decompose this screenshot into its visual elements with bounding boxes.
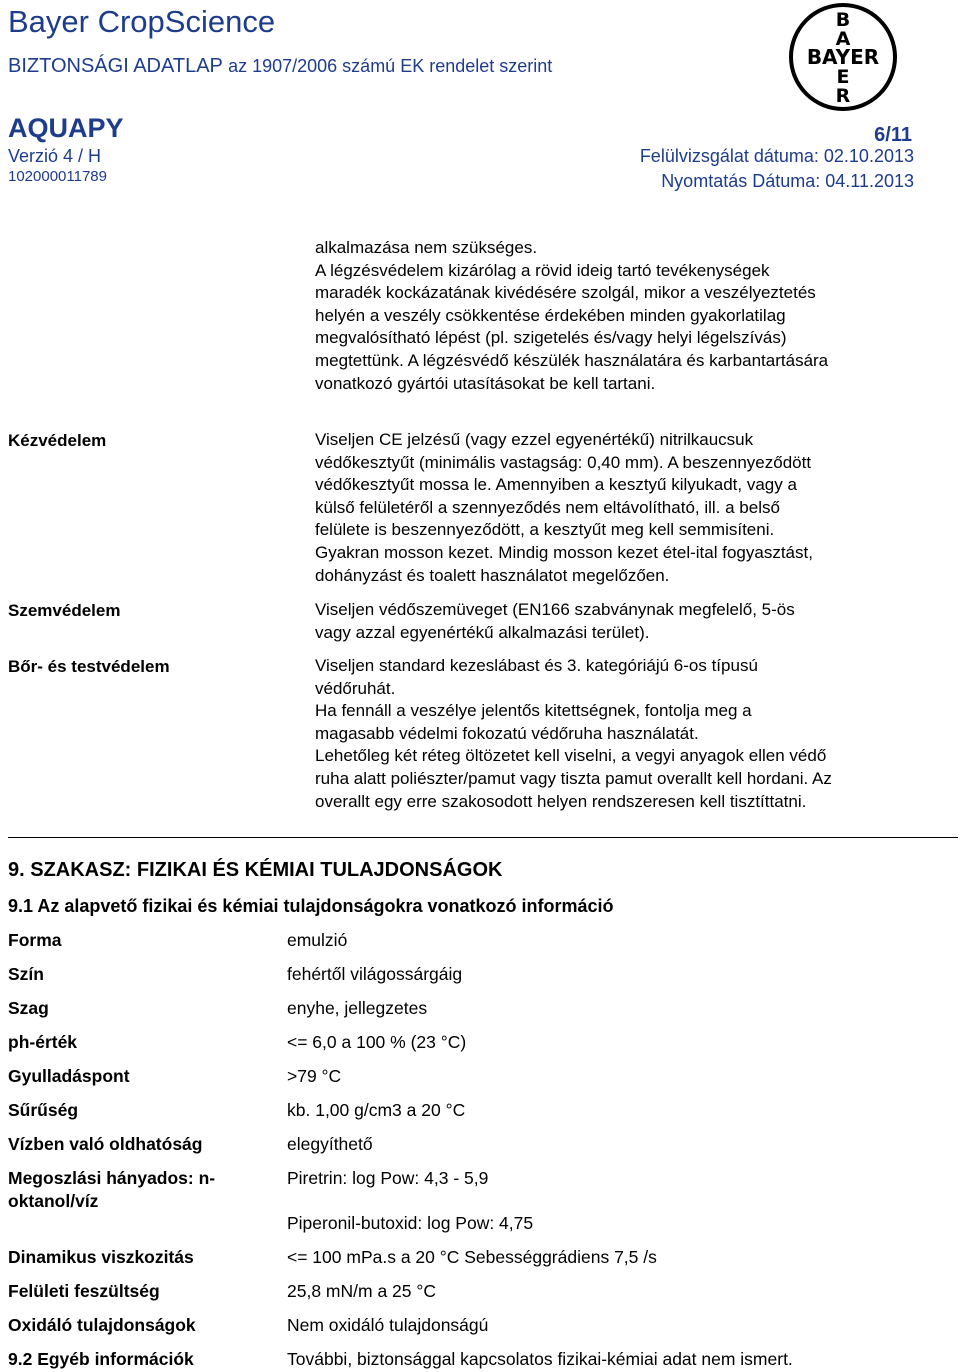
property-value-other-info: További, biztonsággal kapcsolatos fizikai-kémiai adat nem ismert. <box>287 1349 793 1369</box>
label-line: Megoszlási hányados: n- <box>8 1168 216 1188</box>
text-line: védőkesztyűt (minimális vastagság: 0,40 mm). A beszennyeződött <box>315 452 812 472</box>
property-label-odor: Szag <box>8 998 49 1018</box>
product-name: AQUAPY <box>8 113 124 143</box>
property-label-other-info: 9.2 Egyéb információk <box>8 1349 194 1369</box>
hand-protection-text <box>315 429 935 587</box>
text-line: Gyakran mosson kezet. Mindig mosson kezet étel-ital fogyasztást, <box>315 542 813 562</box>
text-line: overallt egy erre szakosodott helyen rendszeresen kell tisztíttatni. <box>315 791 807 811</box>
eye-protection-text <box>315 599 935 644</box>
sds-title-main: BIZTONSÁGI ADATLAP <box>8 55 223 77</box>
text-line: Ha fennáll a veszélye jelentős kitettségnek, fontolja meg a <box>315 701 752 721</box>
text-line: vagy azzal egyenértékű alkalmazási terület). <box>315 622 650 642</box>
revision-date: Felülvizsgálat dátuma: 02.10.2013 <box>639 146 914 166</box>
text-line: Viseljen CE jelzésű (vagy ezzel egyenértékű) nitrilkaucsuk <box>315 430 754 449</box>
sds-title <box>8 55 552 78</box>
property-label-ph: ph-érték <box>8 1032 78 1052</box>
property-label-form: Forma <box>8 930 62 950</box>
text-line: védőruhát. <box>315 678 396 698</box>
property-label-color: Szín <box>8 964 44 984</box>
text-line: alkalmazása nem szükséges. <box>315 238 538 257</box>
respiratory-protection-text <box>315 237 935 395</box>
section-9-1-subtitle: 9.1 Az alapvető fizikai és kémiai tulajdonságokra vonatkozó információ <box>8 896 614 916</box>
text-line: külső felületéről a szennyeződés nem eltávolítható, ill. a belső <box>315 497 780 517</box>
property-label-flash-point: Gyulladáspont <box>8 1066 130 1086</box>
text-line: Viseljen standard kezeslábast és 3. kategóriájú 6-os típusú <box>315 656 758 675</box>
property-value-flash-point: >79 °C <box>287 1066 342 1086</box>
property-value-oxidizing: Nem oxidáló tulajdonságú <box>287 1315 489 1335</box>
text-line: dohányzást és toalett használatot megelőzően. <box>315 565 670 585</box>
property-value-form: emulzió <box>287 930 348 950</box>
print-date: Nyomtatás Dátuma: 04.11.2013 <box>661 171 914 191</box>
label-line: oktanol/víz <box>8 1191 99 1211</box>
property-label-oxidizing: Oxidáló tulajdonságok <box>8 1315 196 1335</box>
property-label-partition-coefficient <box>8 1167 268 1213</box>
logo-letter-e: E <box>836 66 850 88</box>
property-value-partition-pyrethrin: Piretrin: log Pow: 4,3 - 5,9 <box>287 1168 489 1188</box>
document-number: 102000011789 <box>8 168 107 185</box>
text-line: A légzésvédelem kizárólag a rövid ideig tartó tevékenységek <box>315 260 770 280</box>
bayer-cross-logo <box>788 2 898 112</box>
logo-letter-b: B <box>835 9 851 31</box>
text-line: megtettünk. A légzésvédő készülék használatára és karbantartására <box>315 350 829 370</box>
text-line: Viseljen védőszemüveget (EN166 szabványnak megfelelő, 5-ös <box>315 600 795 619</box>
text-line: megvalósítható lépést (pl. szigetelés és/vagy helyi légelszívás) <box>315 328 787 348</box>
property-value-partition-pbo: Piperonil-butoxid: log Pow: 4,75 <box>287 1213 534 1233</box>
page-number: 6/11 <box>874 124 912 146</box>
version-label: Verzió 4 / H <box>8 146 102 166</box>
property-value-viscosity: <= 100 mPa.s a 20 °C Sebességgrádiens 7,5 /s <box>287 1247 657 1267</box>
text-line: helyén a veszély csökkentése érdekében minden gyakorlatilag <box>315 305 786 325</box>
text-line: ruha alatt poliészter/pamut vagy tiszta pamut overallt kell hordani. Az <box>315 768 832 788</box>
property-value-color: fehértől világossárgáig <box>287 964 463 984</box>
property-value-water-solubility: elegyíthető <box>287 1134 373 1154</box>
text-line: Lehetőleg két réteg öltözetet kell viselni, a vegyi anyagok ellen védő <box>315 746 827 766</box>
regulation-text: az 1907/2006 számú EK rendelet szerint <box>228 56 553 76</box>
text-line: magasabb védelmi fokozatú védőruha használatát. <box>315 723 699 743</box>
text-line: felülete is beszennyeződött, a kesztyűt meg kell semmisíteni. <box>315 520 775 540</box>
logo-word: BAYER <box>806 45 880 69</box>
property-label-water-solubility: Vízben való oldhatóság <box>8 1134 203 1154</box>
property-value-density: kb. 1,00 g/cm3 a 20 °C <box>287 1100 466 1120</box>
property-label-surface-tension: Felületi feszültség <box>8 1281 160 1301</box>
property-value-surface-tension: 25,8 mN/m a 25 °C <box>287 1281 436 1301</box>
property-value-ph: <= 6,0 a 100 % (23 °C) <box>287 1032 467 1052</box>
text-line: maradék kockázatának kivédésére szolgál, mikor a veszélyeztetés <box>315 283 816 303</box>
company-name: Bayer CropScience <box>8 4 276 39</box>
eye-protection-label: Szemvédelem <box>8 601 121 620</box>
logo-letter-a: A <box>835 28 851 50</box>
logo-letter-r: R <box>835 85 851 107</box>
property-value-odor: enyhe, jellegzetes <box>287 998 428 1018</box>
property-label-density: Sűrűség <box>8 1100 79 1120</box>
skin-protection-label: Bőr- és testvédelem <box>8 657 170 676</box>
text-line: védőkesztyűt mossa le. Amennyiben a kesztyű kilyukadt, vagy a <box>315 475 797 495</box>
property-label-viscosity: Dinamikus viszkozitás <box>8 1247 194 1267</box>
section-9-title: 9. SZAKASZ: FIZIKAI ÉS KÉMIAI TULAJDONSÁGOK <box>8 859 503 881</box>
hand-protection-label: Kézvédelem <box>8 431 107 450</box>
text-line: vonatkozó gyártói utasításokat be kell tartani. <box>315 373 656 393</box>
skin-protection-text <box>315 655 935 813</box>
section-divider <box>8 837 958 838</box>
